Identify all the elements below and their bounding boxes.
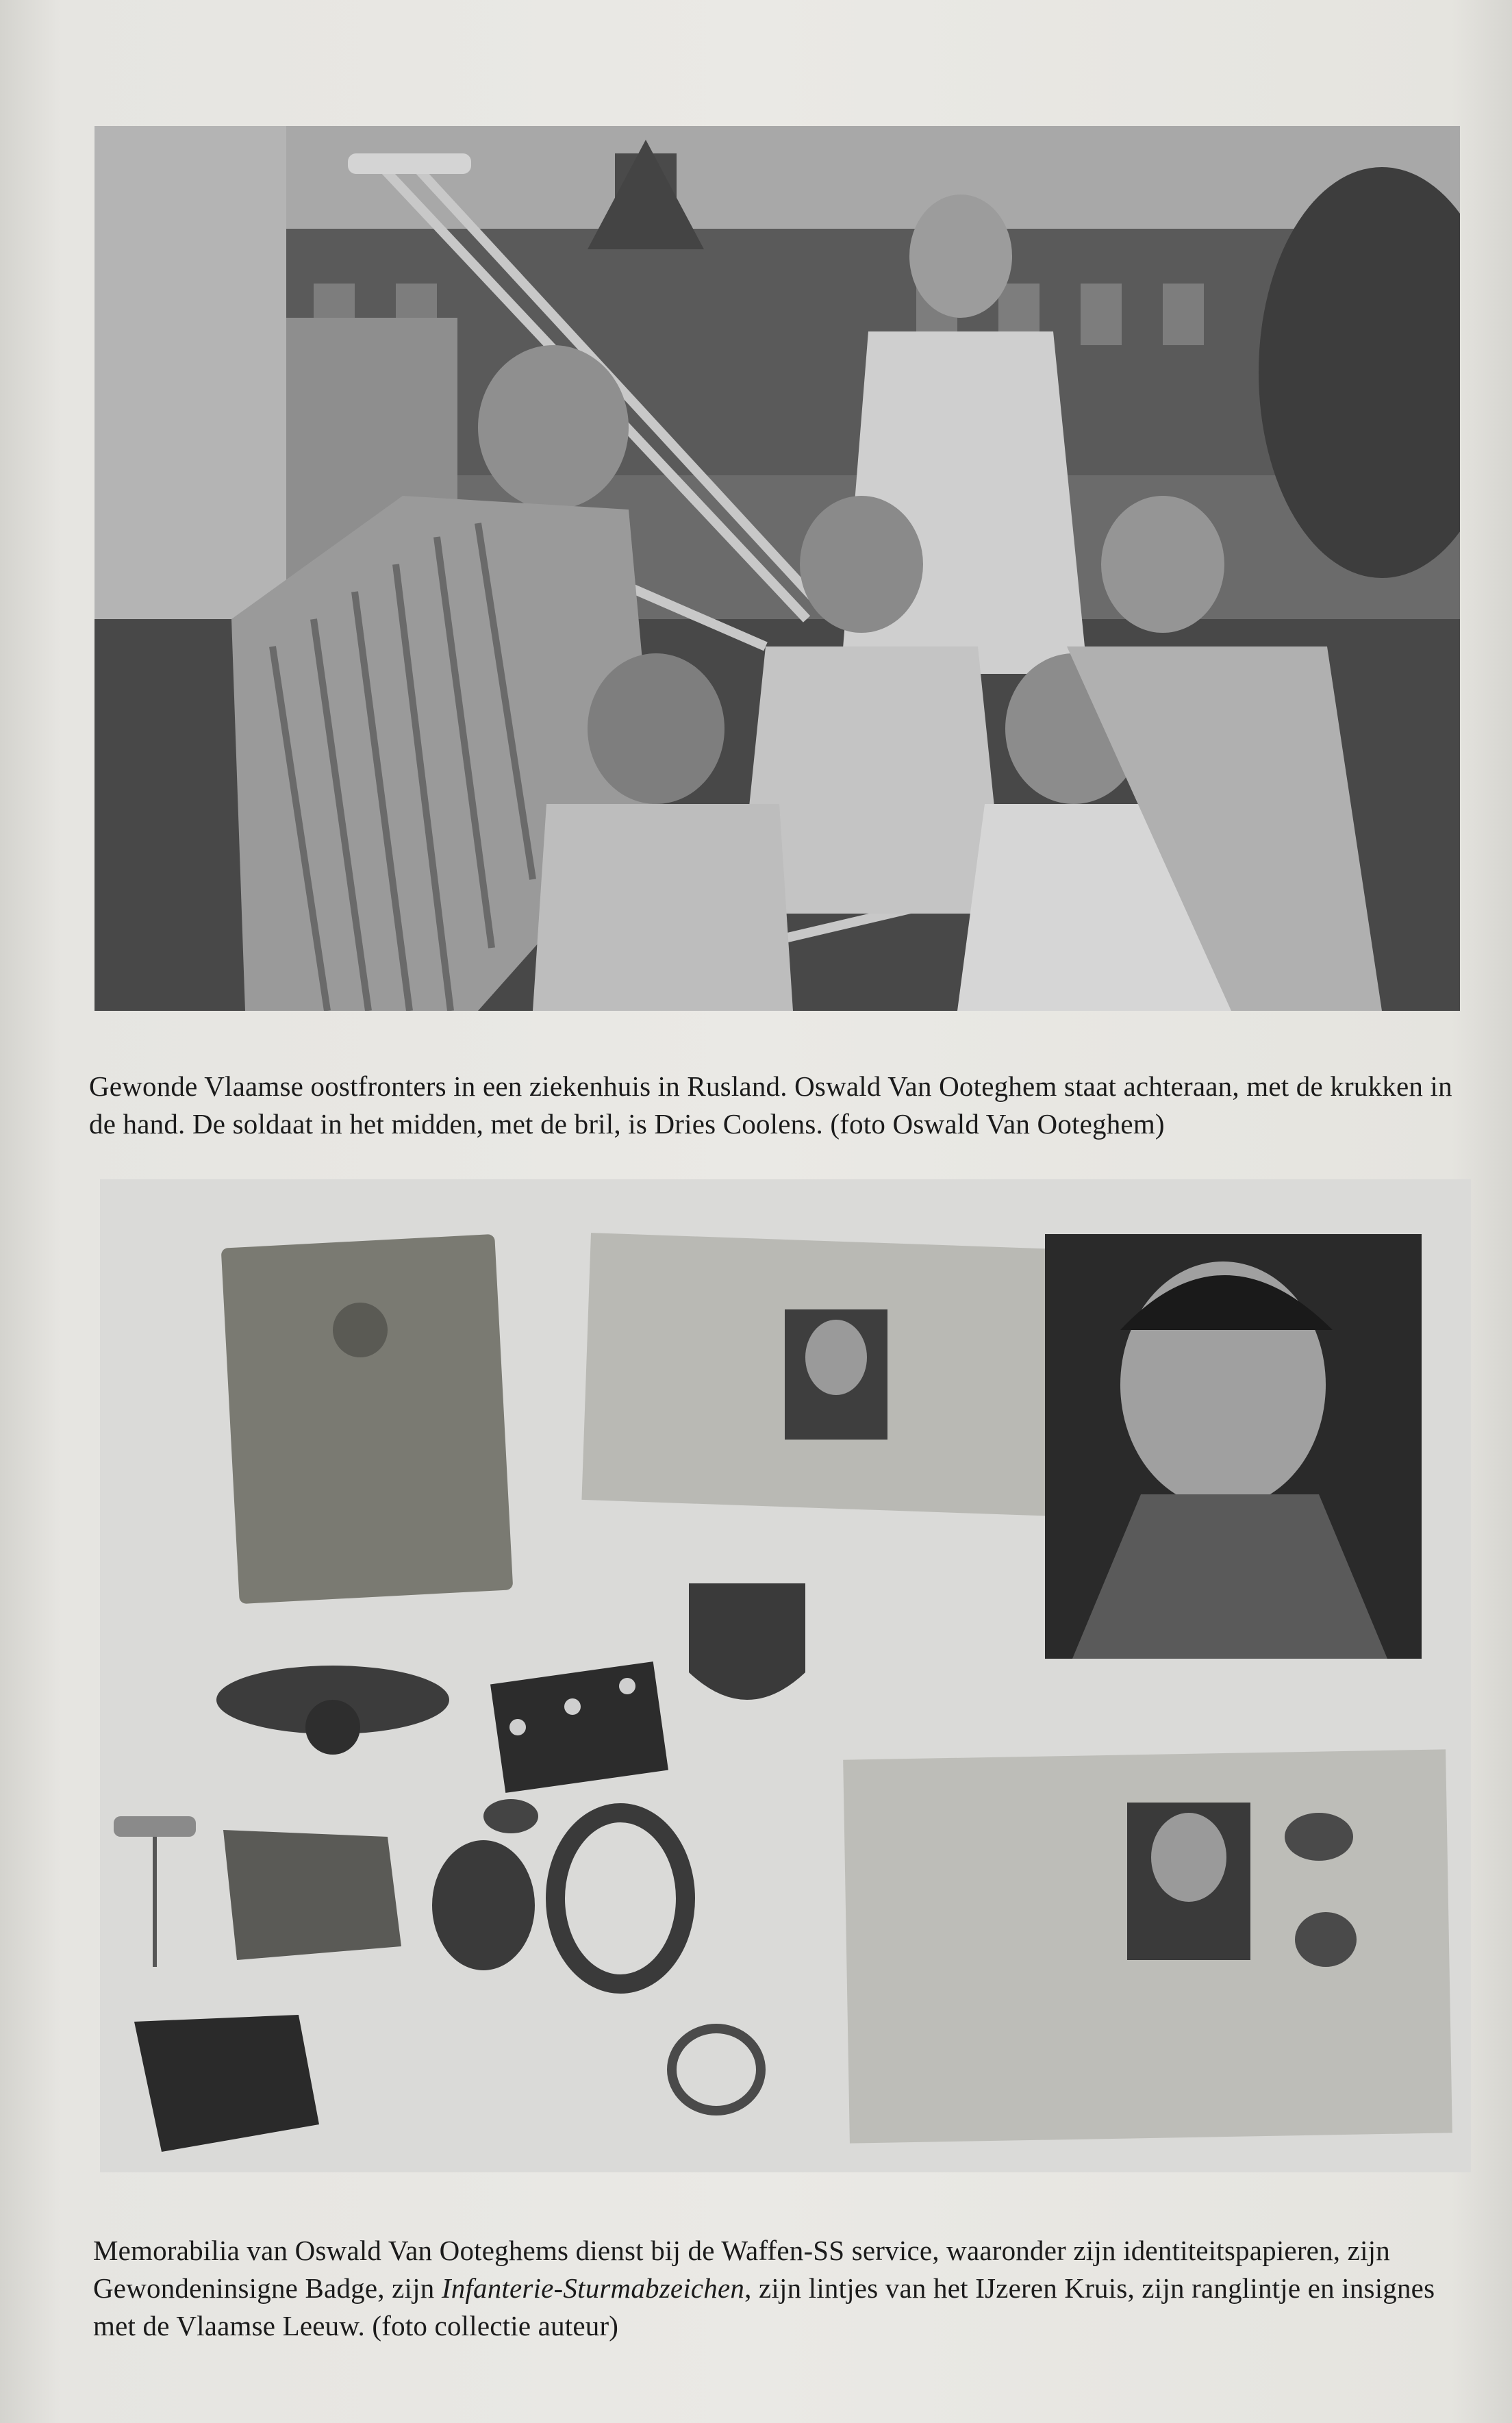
photo1-caption: Gewonde Vlaamse oostfronters in een ziekenhuis in Rusland. Oswald Van Ooteghem staat achteraan, met de krukken in de hand. De soldaat in het midden, met de bril, is Dries Coolens. (foto Oswald Van Ooteghem) <box>89 1070 1452 1140</box>
hospital-photo-illustration <box>94 126 1460 1011</box>
photo2-caption-italic: Infanterie-Sturmabzeichen <box>441 2272 745 2304</box>
portrait-photo <box>1045 1234 1422 1659</box>
soldbuch-booklet <box>221 1234 514 1604</box>
photo2-caption <box>93 2232 1479 2345</box>
identity-card-open <box>581 1233 1063 1516</box>
wound-badge <box>432 1840 535 1970</box>
personalausweis-card <box>843 1749 1452 2143</box>
memorabilia-photo <box>100 1179 1471 2172</box>
hospital-group-photo <box>94 126 1460 1011</box>
memorabilia-photo-illustration <box>100 1179 1471 2172</box>
photo2-caption-part2: , zijn lintjes van het IJzeren Kruis, zijn ranglintje en insignes met de Vlaamse Leeuw. (foto collectie auteur) <box>93 2272 1435 2342</box>
photo2-caption-part1: Memorabilia van Oswald Van Ooteghems dienst bij de Waffen-SS service, waaronder zijn identiteitspapieren, zijn Gewondeninsigne Badge, zijn <box>93 2235 1390 2304</box>
ribbon <box>223 1830 401 1960</box>
flemish-lion-insignia <box>689 1583 805 1700</box>
